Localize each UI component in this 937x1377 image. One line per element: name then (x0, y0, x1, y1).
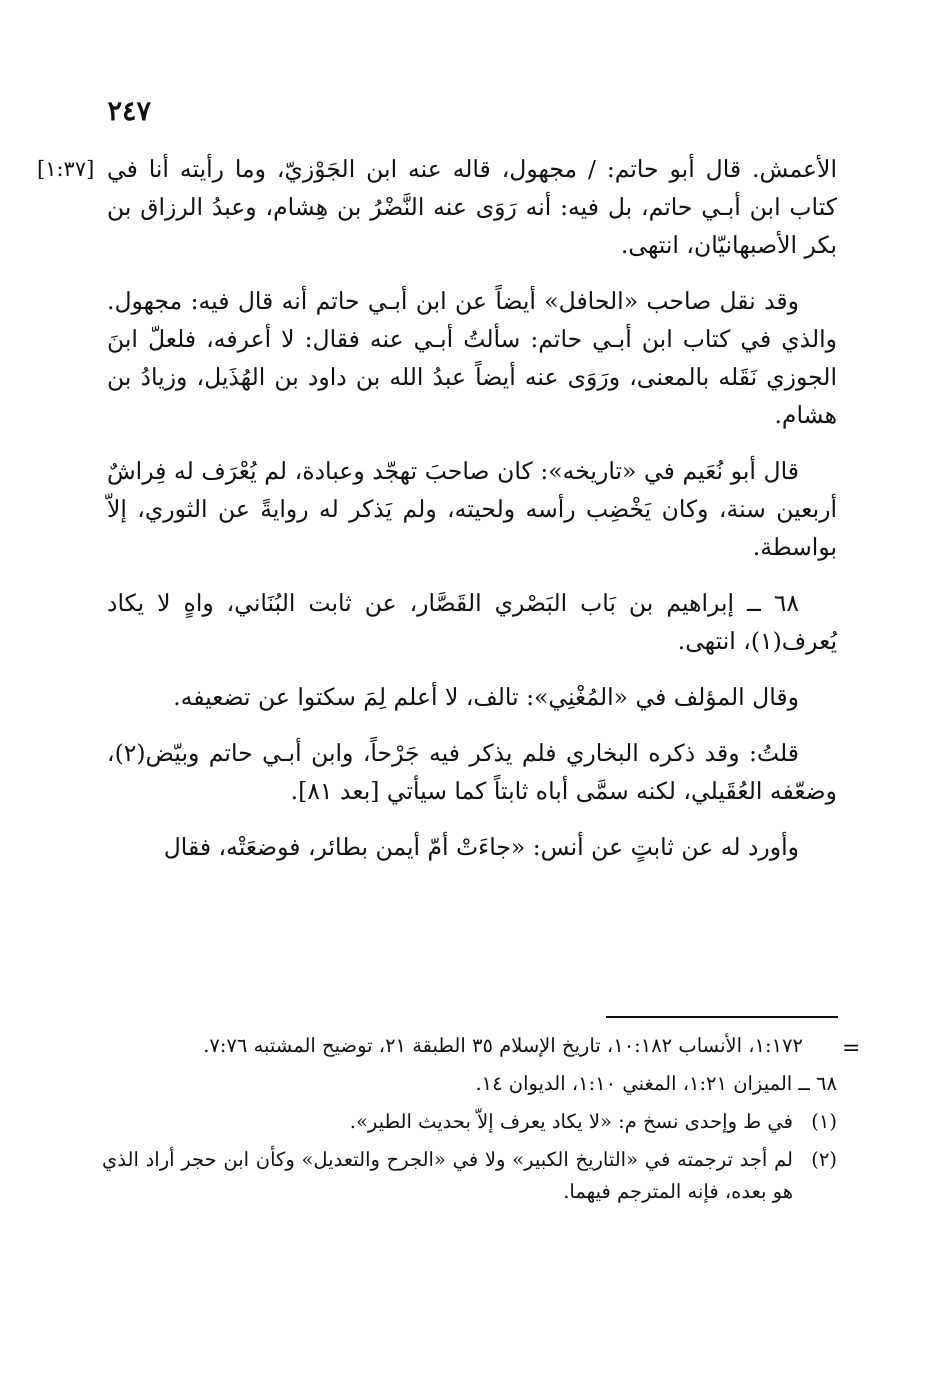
footnote-2 (102, 1144, 837, 1208)
paragraph-3: قال أبو نُعَيم في «تاريخه»: كان صاحبَ تهجّد وعبادة، لم يُعْرَف له فِراشٌ أربعين سنة، وكان يَخْضِب رأسه ولحيته، ولم يَذكر له روايةً عن الثوري، إلاّ بواسطة. (107, 457, 837, 561)
footnote-1-text: في ط وإحدى نسخ م: «لا يكاد يعرف إلاّ بحديث الطير». (349, 1110, 793, 1133)
footnote-carryover: ١:١٧٢، الأنساب ١٠:١٨٢، تاريخ الإسلام ٣٥ الطبقة ٢١، توضيح المشتبه ٧:٧٦. (203, 1034, 803, 1057)
footnotes-section (102, 1030, 837, 1214)
footnote-divider (606, 1016, 838, 1018)
paragraph-7: وأورد له عن ثابتٍ عن أنس: «جاءَتْ أمّ أيمن بطائر، فوضعَتْه، فقال (163, 833, 799, 861)
margin-reference: [١:٣٧] (37, 157, 95, 181)
entry-68-heading: ٦٨ ــ إبراهيم بن بَاب البَصْري القَصَّار، عن ثابت البُنَاني، واهٍ لا يكاد يُعرف(١)، انتهى. (107, 589, 837, 655)
paragraph-1-text: الأعمش. قال أبو حاتم: / مجهول، قاله عنه ابن الجَوْزيّ، وما رأيته أنا في كتاب ابن أبـي حاتم، بل فيه: أنه رَوَى عنه النَّضْرُ بن هِشام، وعبدُ الرزاق بن بكر الأصبهانيّان، انتهى. (107, 155, 837, 259)
footnote-2-number: (٢) (811, 1148, 837, 1171)
footnote-entry-68-sources: ٦٨ ــ الميزان ١:٢١، المغني ١:١٠، الديوان ١٤. (475, 1072, 837, 1095)
paragraph-6: قلتُ: وقد ذكره البخاري فلم يذكر فيه جَرْحاً، وابن أبـي حاتم وبيّض(٢)، وضعّفه العُقَيلي، لكنه سمَّى أباه ثابتاً كما سيأتي [بعد ٨١]. (107, 739, 837, 805)
page-number: ٢٤٧ (107, 96, 151, 127)
footnote-1-number: (١) (811, 1110, 837, 1133)
footnote-continuation-marker: = (842, 1036, 861, 1061)
paragraph-1 (37, 150, 837, 264)
paragraph-5: وقال المؤلف في «المُغْنِي»: تالف، لا أعلم لِمَ سكتوا عن تضعيفه. (173, 683, 799, 711)
main-text-body (37, 150, 837, 884)
paragraph-2: وقد نقل صاحب «الحافل» أيضاً عن ابن أبـي حاتم أنه قال فيه: مجهول. والذي في كتاب ابن أبـي حاتم: سألتُ أبـي عنه فقال: لا أعرفه، فلعلّ ابنَ الجوزي نَقَله بالمعنى، ورَوَى عنه أيضاً عبدُ الله بن داود بن الهُذَيل، وزيادُ بن هشام. (107, 287, 837, 429)
footnote-1 (102, 1106, 837, 1138)
footnote-2-text: لم أجد ترجمته في «التاريخ الكبير» ولا في «الجرح والتعديل» وكأن ابن حجر أراد الذي هو بعده، فإنه المترجم فيهما. (102, 1148, 793, 1203)
